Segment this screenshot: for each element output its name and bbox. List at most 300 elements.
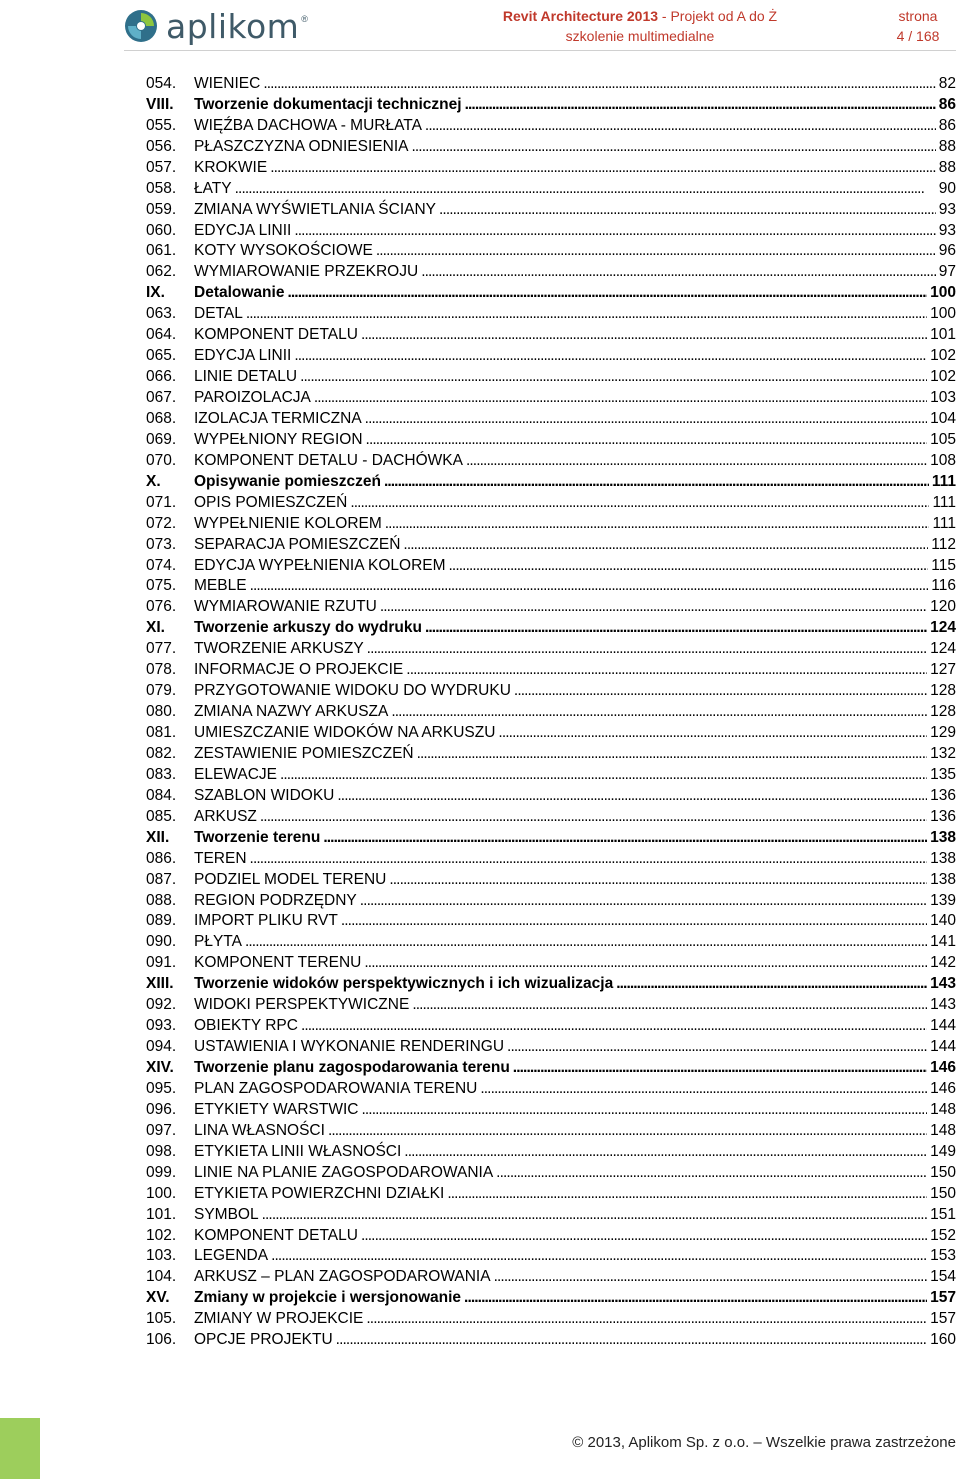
toc-entry-title: ETYKIETA LINII WŁASNOŚCI — [194, 1143, 404, 1160]
toc-entry-number: VIII. — [146, 95, 174, 113]
toc-entry-row[interactable] — [146, 239, 956, 260]
toc-entry-number: 064. — [146, 326, 177, 344]
toc-entry-number: 089. — [146, 912, 177, 930]
toc-entry-title: SZABLON WIDOKU — [194, 787, 337, 804]
toc-entry-page: 160 — [927, 1331, 956, 1348]
toc-entry-number: 072. — [146, 514, 177, 532]
toc-entry-row[interactable] — [146, 176, 956, 197]
toc-entry-number: 102. — [146, 1226, 177, 1244]
toc-entry-title: PLAN ZAGOSPODAROWANIA TERENU — [194, 1080, 480, 1097]
toc-dot-leader — [507, 1038, 927, 1055]
document-title-product: Revit Architecture 2013 — [502, 8, 659, 24]
toc-entry-row[interactable] — [146, 134, 956, 155]
aplikom-logo — [124, 4, 308, 48]
footer-decoration — [0, 1418, 40, 1479]
toc-dot-leader — [366, 1310, 927, 1327]
toc-dot-leader — [616, 975, 927, 992]
toc-entry-title: PAROIZOLACJA — [194, 389, 314, 406]
toc-entry-number: XIV. — [146, 1059, 174, 1076]
toc-entry-row[interactable] — [146, 888, 956, 909]
toc-entry-number: 057. — [146, 158, 177, 176]
toc-entry-row[interactable] — [146, 385, 956, 406]
toc-entry-number: 086. — [146, 849, 177, 867]
toc-dot-leader — [380, 598, 927, 615]
toc-entry-page: 127 — [927, 661, 956, 678]
toc-chapter-row[interactable] — [146, 280, 956, 301]
toc-entry-title: ZMIANA WYŚWIETLANIA ŚCIANY — [194, 201, 439, 218]
toc-entry-page: 154 — [927, 1268, 956, 1285]
toc-entry-row[interactable] — [146, 909, 956, 930]
toc-entry-row[interactable] — [146, 678, 956, 699]
toc-entry-title: PŁASZCZYZNA ODNIESIENIA — [194, 138, 411, 155]
toc-entry-title: Tworzenie widoków perspektywicznych i ich wizualizacja — [194, 975, 616, 992]
toc-dot-leader — [250, 577, 929, 594]
toc-entry-title: SEPARACJA POMIESZCZEŃ — [194, 536, 403, 553]
toc-entry-number: 085. — [146, 807, 177, 825]
toc-entry-title: WYMIAROWANIE RZUTU — [194, 598, 380, 615]
toc-entry-row[interactable] — [146, 762, 956, 783]
toc-dot-leader — [294, 347, 927, 364]
toc-dot-leader — [246, 305, 927, 322]
toc-entry-row[interactable] — [146, 929, 956, 950]
toc-entry-page: 149 — [927, 1143, 956, 1160]
toc-entry-title: PODZIEL MODEL TERENU — [194, 871, 389, 888]
toc-entry-row[interactable] — [146, 532, 956, 553]
page-indicator — [880, 6, 956, 46]
toc-entry-number: 097. — [146, 1121, 177, 1139]
toc-entry-number: 088. — [146, 891, 177, 909]
toc-entry-row[interactable] — [146, 448, 956, 469]
toc-entry-title: ELEWACJE — [194, 766, 280, 783]
logo-wordmark: aplikom — [166, 6, 300, 46]
toc-entry-page: 150 — [927, 1164, 956, 1181]
toc-dot-leader — [337, 787, 927, 804]
toc-entry-row[interactable] — [146, 1160, 956, 1181]
toc-chapter-row[interactable] — [146, 469, 956, 490]
toc-entry-title: WIDOKI PERSPEKTYWICZNE — [194, 996, 412, 1013]
toc-entry-page: 102 — [927, 368, 956, 385]
toc-entry-title: KOMPONENT DETALU - DACHÓWKA — [194, 452, 466, 469]
toc-entry-page: 108 — [927, 452, 956, 469]
toc-entry-row[interactable] — [146, 113, 956, 134]
toc-entry-row[interactable] — [146, 1118, 956, 1139]
toc-entry-number: 095. — [146, 1079, 177, 1097]
toc-entry-page: 148 — [927, 1122, 956, 1139]
toc-entry-row[interactable] — [146, 553, 956, 574]
toc-dot-leader — [270, 159, 936, 176]
toc-entry-row[interactable] — [146, 155, 956, 176]
toc-dot-leader — [350, 494, 929, 511]
toc-entry-row[interactable] — [146, 71, 956, 92]
toc-dot-leader — [403, 536, 928, 553]
toc-entry-title: LEGENDA — [194, 1247, 271, 1264]
toc-entry-page: 100 — [927, 305, 956, 322]
toc-entry-row[interactable] — [146, 364, 956, 385]
toc-dot-leader — [263, 75, 935, 92]
toc-entry-row[interactable] — [146, 1306, 956, 1327]
toc-entry-row[interactable] — [146, 1034, 956, 1055]
toc-entry-title: ZMIANY W PROJEKCIE — [194, 1310, 366, 1327]
toc-entry-title: REGION PODRZĘDNY — [194, 892, 360, 909]
toc-entry-title: EDYCJA LINII — [194, 347, 294, 364]
toc-entry-title: INFORMACJE O PROJEKCIE — [194, 661, 406, 678]
toc-entry-page: 115 — [928, 557, 956, 574]
toc-dot-leader — [250, 850, 928, 867]
toc-entry-number: 090. — [146, 933, 177, 951]
toc-entry-number: 096. — [146, 1100, 177, 1118]
toc-entry-page: 111 — [929, 473, 956, 490]
toc-entry-row[interactable] — [146, 1223, 956, 1244]
toc-dot-leader — [364, 954, 927, 971]
toc-dot-leader — [280, 766, 927, 783]
toc-chapter-row[interactable] — [146, 92, 956, 113]
toc-entry-number: 068. — [146, 409, 177, 427]
toc-entry-page: 136 — [927, 808, 956, 825]
toc-dot-leader — [447, 1185, 927, 1202]
toc-entry-page: 112 — [928, 536, 956, 553]
toc-dot-leader — [294, 222, 935, 239]
toc-entry-row[interactable] — [146, 490, 956, 511]
toc-entry-number: 101. — [146, 1205, 177, 1223]
toc-entry-number: 071. — [146, 493, 177, 511]
toc-entry-page: 142 — [927, 954, 956, 971]
toc-entry-title: PRZYGOTOWANIE WIDOKU DO WYDRUKU — [194, 682, 514, 699]
toc-entry-page: 144 — [927, 1038, 956, 1055]
toc-entry-page: 138 — [927, 871, 956, 888]
toc-entry-number: 054. — [146, 74, 177, 92]
toc-entry-number: 055. — [146, 116, 177, 134]
toc-entry-title: Detalowanie — [194, 284, 287, 301]
toc-dot-leader — [365, 410, 927, 427]
toc-dot-leader — [271, 1247, 927, 1264]
toc-entry-page: 93 — [936, 222, 956, 239]
toc-entry-row[interactable] — [146, 1327, 956, 1348]
toc-entry-number: XI. — [146, 619, 165, 637]
toc-dot-leader — [514, 682, 927, 699]
toc-entry-page: 104 — [927, 410, 956, 427]
toc-entry-number: 105. — [146, 1310, 177, 1328]
toc-dot-leader — [498, 724, 927, 741]
toc-dot-leader — [361, 1227, 927, 1244]
toc-entry-title: KOMPONENT DETALU — [194, 1227, 361, 1244]
toc-entry-page: 136 — [927, 787, 956, 804]
toc-entry-title: LINIE DETALU — [194, 368, 300, 385]
toc-entry-number: X. — [146, 472, 161, 490]
toc-entry-title: Tworzenie dokumentacji technicznej — [194, 96, 465, 113]
toc-entry-number: 098. — [146, 1142, 177, 1160]
toc-entry-page: 128 — [927, 703, 956, 720]
toc-entry-number: 070. — [146, 451, 177, 469]
toc-dot-leader — [360, 892, 927, 909]
page-footer: © 2013, Aplikom Sp. z o.o. – Wszelkie prawa zastrzeżone — [572, 1434, 956, 1451]
toc-entry-row[interactable] — [146, 218, 956, 239]
toc-entry-number: 079. — [146, 682, 177, 700]
toc-entry-title: Tworzenie arkuszy do wydruku — [194, 619, 425, 636]
toc-entry-title: PŁYTA — [194, 933, 245, 950]
toc-dot-leader — [439, 201, 936, 218]
toc-entry-page: 132 — [927, 745, 956, 762]
header-divider — [124, 50, 956, 51]
toc-entry-number: 056. — [146, 137, 177, 155]
toc-dot-leader — [425, 117, 936, 134]
toc-entry-number: 081. — [146, 724, 177, 741]
toc-entry-number: 092. — [146, 996, 177, 1014]
toc-entry-row[interactable] — [146, 1139, 956, 1160]
toc-entry-page: 152 — [927, 1227, 956, 1244]
toc-entry-title: OBIEKTY RPC — [194, 1017, 301, 1034]
toc-entry-title: EDYCJA WYPEŁNIENIA KOLOREM — [194, 557, 449, 574]
toc-entry-row[interactable] — [146, 322, 956, 343]
toc-entry-page: 111 — [929, 494, 956, 511]
toc-chapter-row[interactable] — [146, 1285, 956, 1306]
toc-entry-page: 88 — [936, 138, 956, 155]
toc-entry-row[interactable] — [146, 1097, 956, 1118]
toc-entry-number: 075. — [146, 577, 177, 595]
toc-entry-page: 146 — [927, 1059, 956, 1076]
toc-dot-leader — [314, 389, 927, 406]
logo-registered-mark: ® — [301, 14, 308, 24]
toc-dot-leader — [300, 368, 927, 385]
toc-entry-row[interactable] — [146, 511, 956, 532]
aplikom-logo-icon — [124, 9, 158, 43]
toc-entry-title: ARKUSZ – PLAN ZAGOSPODAROWANIA — [194, 1268, 494, 1285]
toc-entry-row[interactable] — [146, 636, 956, 657]
toc-dot-leader — [465, 96, 936, 113]
toc-entry-page: 105 — [927, 431, 956, 448]
toc-entry-page: 88 — [936, 159, 956, 176]
toc-chapter-row[interactable] — [146, 615, 956, 636]
toc-entry-page: 93 — [936, 201, 956, 218]
toc-dot-leader — [391, 703, 927, 720]
toc-dot-leader — [235, 180, 936, 197]
toc-entry-title: WYPEŁNIONY REGION — [194, 431, 366, 448]
toc-dot-leader — [341, 912, 927, 929]
toc-entry-number: 067. — [146, 389, 177, 406]
toc-dot-leader — [301, 1017, 927, 1034]
toc-entry-row[interactable] — [146, 867, 956, 888]
toc-entry-title: SYMBOL — [194, 1206, 262, 1223]
toc-entry-number: 082. — [146, 744, 177, 762]
toc-entry-row[interactable] — [146, 594, 956, 615]
toc-entry-number: 078. — [146, 661, 177, 679]
toc-entry-title: OPCJE PROJEKTU — [194, 1331, 336, 1348]
toc-entry-title: ŁATY — [194, 180, 235, 197]
toc-entry-title: WYPEŁNIENIE KOLOREM — [194, 515, 385, 532]
toc-entry-number: 084. — [146, 786, 177, 804]
page-header — [0, 0, 960, 56]
toc-entry-title: ARKUSZ — [194, 808, 260, 825]
toc-entry-title: WIENIEC — [194, 75, 263, 92]
toc-entry-row[interactable] — [146, 197, 956, 218]
table-of-contents — [146, 71, 956, 1348]
toc-entry-page: 128 — [927, 682, 956, 699]
toc-entry-row[interactable] — [146, 1181, 956, 1202]
toc-entry-title: UMIESZCZANIE WIDOKÓW NA ARKUSZU — [194, 724, 498, 741]
document-title-subtitle: - Projekt od A do Ż — [658, 8, 778, 24]
toc-dot-leader — [404, 1143, 927, 1160]
toc-entry-page: 157 — [927, 1289, 956, 1306]
toc-entry-number: 091. — [146, 954, 177, 972]
toc-chapter-row[interactable] — [146, 825, 956, 846]
toc-entry-title: LINA WŁASNOŚCI — [194, 1122, 328, 1139]
toc-dot-leader — [361, 1101, 927, 1118]
toc-entry-row[interactable] — [146, 846, 956, 867]
toc-entry-number: 103. — [146, 1247, 177, 1265]
toc-dot-leader — [496, 1164, 927, 1181]
toc-dot-leader — [262, 1206, 928, 1223]
toc-entry-page: 150 — [927, 1185, 956, 1202]
toc-entry-row[interactable] — [146, 720, 956, 741]
toc-entry-title: ETYKIETY WARSTWIC — [194, 1101, 361, 1118]
toc-entry-row[interactable] — [146, 259, 956, 280]
toc-entry-page: 139 — [927, 892, 956, 909]
toc-entry-number: 083. — [146, 765, 177, 783]
toc-entry-title: IMPORT PLIKU RVT — [194, 912, 341, 929]
toc-entry-row[interactable] — [146, 783, 956, 804]
toc-entry-page: 124 — [927, 619, 956, 636]
toc-entry-number: 087. — [146, 870, 177, 888]
toc-entry-row[interactable] — [146, 1202, 956, 1223]
toc-entry-page: 138 — [927, 850, 956, 867]
toc-entry-page: 153 — [927, 1247, 956, 1264]
toc-entry-title: TWORZENIE ARKUSZY — [194, 640, 367, 657]
toc-entry-row[interactable] — [146, 343, 956, 364]
toc-entry-page: 111 — [929, 515, 956, 532]
toc-entry-row[interactable] — [146, 741, 956, 762]
toc-entry-row[interactable] — [146, 574, 956, 595]
toc-entry-row[interactable] — [146, 301, 956, 322]
toc-entry-title: LINIE NA PLANIE ZAGOSPODAROWANIA — [194, 1164, 496, 1181]
toc-dot-leader — [421, 263, 936, 280]
toc-entry-title: WIĘŹBA DACHOWA - MURŁATA — [194, 117, 425, 134]
toc-entry-title: ZMIANA NAZWY ARKUSZA — [194, 703, 391, 720]
toc-entry-number: 093. — [146, 1017, 177, 1035]
toc-dot-leader — [384, 473, 929, 490]
toc-entry-row[interactable] — [146, 1244, 956, 1265]
toc-chapter-row[interactable] — [146, 1055, 956, 1076]
toc-entry-number: 074. — [146, 556, 177, 574]
toc-entry-title: Opisywanie pomieszczeń — [194, 473, 384, 490]
toc-entry-page: 143 — [927, 975, 956, 992]
toc-entry-title: ZESTAWIENIE POMIESZCZEŃ — [194, 745, 417, 762]
toc-dot-leader — [287, 284, 927, 301]
toc-entry-row[interactable] — [146, 1076, 956, 1097]
toc-entry-row[interactable] — [146, 992, 956, 1013]
toc-entry-number: 106. — [146, 1331, 177, 1349]
toc-entry-page: 143 — [927, 996, 956, 1013]
toc-dot-leader — [361, 326, 927, 343]
toc-entry-page: 97 — [936, 263, 956, 280]
toc-entry-row[interactable] — [146, 427, 956, 448]
page-indicator-value: 4 / 168 — [896, 28, 940, 44]
toc-entry-page: 82 — [936, 75, 956, 92]
toc-dot-leader — [494, 1268, 928, 1285]
toc-dot-leader — [513, 1059, 927, 1076]
toc-entry-title: KOMPONENT DETALU — [194, 326, 361, 343]
toc-entry-title: Tworzenie planu zagospodarowania terenu — [194, 1059, 513, 1076]
toc-entry-page: 151 — [927, 1206, 956, 1223]
toc-entry-page: 146 — [927, 1080, 956, 1097]
toc-entry-row[interactable] — [146, 1264, 956, 1285]
toc-entry-number: 063. — [146, 305, 177, 323]
toc-entry-title: EDYCJA LINII — [194, 222, 294, 239]
toc-dot-leader — [367, 640, 927, 657]
toc-entry-row[interactable] — [146, 950, 956, 971]
toc-entry-title: KROKWIE — [194, 159, 270, 176]
toc-entry-number: 058. — [146, 179, 177, 197]
toc-chapter-row[interactable] — [146, 971, 956, 992]
toc-entry-page: 96 — [936, 242, 956, 259]
toc-dot-leader — [389, 871, 927, 888]
toc-entry-title: Tworzenie terenu — [194, 829, 323, 846]
toc-entry-page: 120 — [927, 598, 956, 615]
toc-entry-row[interactable] — [146, 406, 956, 427]
toc-entry-row[interactable] — [146, 699, 956, 720]
document-title — [500, 6, 780, 46]
toc-entry-row[interactable] — [146, 657, 956, 678]
toc-dot-leader — [406, 661, 927, 678]
toc-dot-leader — [260, 808, 927, 825]
toc-entry-number: 065. — [146, 347, 177, 365]
toc-dot-leader — [425, 619, 927, 636]
toc-entry-number: 060. — [146, 221, 177, 239]
toc-entry-number: 061. — [146, 242, 177, 260]
toc-entry-page: 124 — [927, 640, 956, 657]
toc-entry-page: 157 — [927, 1310, 956, 1327]
toc-entry-title: USTAWIENIA I WYKONANIE RENDERINGU — [194, 1038, 507, 1055]
toc-dot-leader — [412, 996, 927, 1013]
toc-entry-page: 102 — [927, 347, 956, 364]
toc-entry-row[interactable] — [146, 804, 956, 825]
toc-dot-leader — [464, 1289, 927, 1306]
toc-entry-number: 100. — [146, 1184, 177, 1202]
toc-dot-leader — [376, 242, 936, 259]
toc-entry-number: XII. — [146, 828, 170, 846]
toc-entry-number: 062. — [146, 263, 177, 281]
toc-entry-page: 100 — [927, 284, 956, 301]
document-title-line2: szkolenie multimedialne — [565, 28, 715, 44]
toc-entry-page: 138 — [927, 829, 956, 846]
toc-entry-number: IX. — [146, 284, 165, 302]
toc-entry-number: 077. — [146, 640, 177, 658]
toc-entry-title: DETAL — [194, 305, 246, 322]
toc-entry-number: 066. — [146, 368, 177, 386]
toc-entry-number: XV. — [146, 1289, 170, 1307]
toc-entry-number: 073. — [146, 535, 177, 553]
toc-entry-page: 135 — [927, 766, 956, 783]
toc-entry-row[interactable] — [146, 1013, 956, 1034]
toc-entry-page: 129 — [927, 724, 956, 741]
toc-entry-title: MEBLE — [194, 577, 250, 594]
toc-entry-page: 101 — [927, 326, 956, 343]
toc-dot-leader — [480, 1080, 927, 1097]
toc-entry-title: WYMIAROWANIE PRZEKROJU — [194, 263, 421, 280]
toc-dot-leader — [245, 933, 927, 950]
toc-dot-leader — [411, 138, 935, 155]
toc-entry-title: ETYKIETA POWIERZCHNI DZIAŁKI — [194, 1185, 447, 1202]
toc-entry-page: 90 — [936, 180, 956, 197]
toc-entry-page: 140 — [927, 912, 956, 929]
toc-entry-page: 148 — [927, 1101, 956, 1118]
toc-entry-page: 86 — [936, 96, 956, 113]
toc-entry-number: 059. — [146, 200, 177, 218]
toc-entry-page: 141 — [927, 933, 956, 950]
toc-entry-title: KOMPONENT TERENU — [194, 954, 364, 971]
toc-entry-page: 86 — [936, 117, 956, 134]
toc-entry-number: 069. — [146, 430, 177, 448]
document-title-line1 — [500, 6, 780, 26]
toc-entry-title: TEREN — [194, 850, 250, 867]
